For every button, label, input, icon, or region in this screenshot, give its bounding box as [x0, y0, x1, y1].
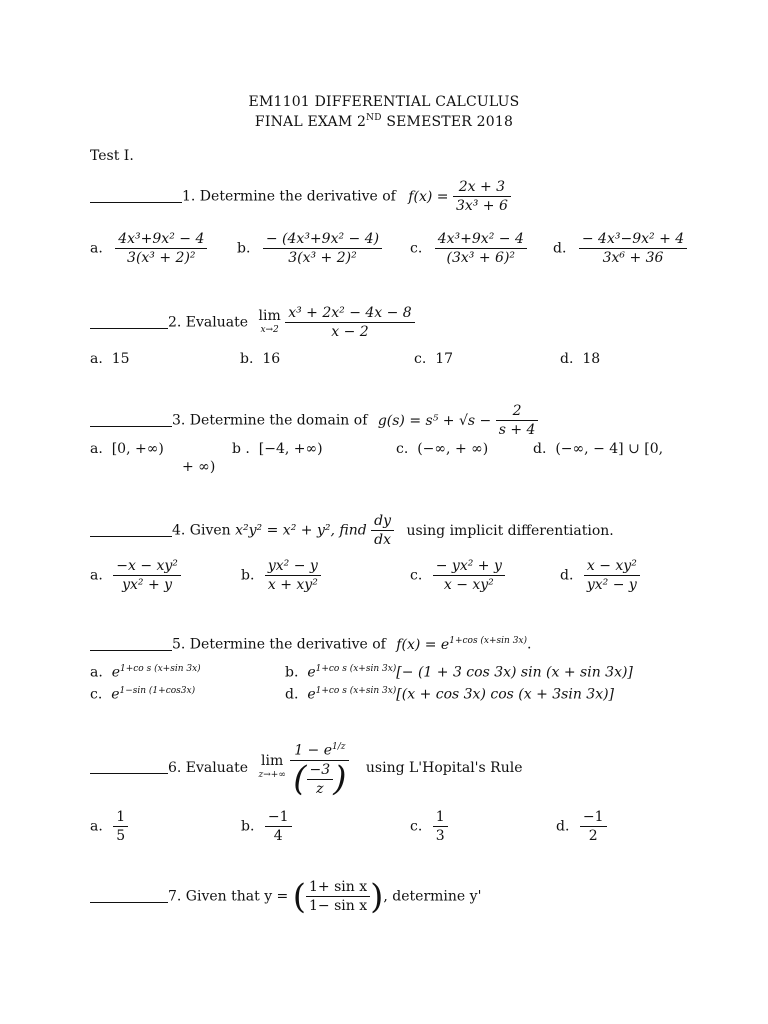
option-label: a. — [90, 240, 103, 257]
option-base: e — [111, 664, 120, 681]
q4-option-a[interactable] — [90, 557, 181, 594]
answer-blank-5[interactable] — [90, 638, 172, 651]
q7-fraction — [306, 878, 370, 915]
fraction-den: yx² − y — [586, 577, 637, 593]
q3-option-b[interactable] — [232, 441, 323, 457]
q4-option-a-fraction — [113, 557, 181, 594]
fraction-num: 1 — [113, 808, 128, 827]
q4-equation: x²y² = x² + y², find — [235, 522, 367, 539]
q5-func-lhs: f(x) = e — [396, 636, 450, 653]
q1-option-b-fraction — [263, 230, 382, 267]
fraction-den: 2 — [588, 828, 598, 844]
q2-option-a[interactable] — [90, 351, 130, 367]
fraction-num: 2 — [496, 402, 539, 421]
fraction-den: z — [316, 780, 324, 797]
q4-option-d[interactable] — [560, 557, 640, 594]
q1-func-lhs: f(x) = — [408, 188, 449, 205]
option-exponent: 1+co s (x+sin 3x) — [120, 664, 201, 674]
option-value: (−∞, − 4] ∪ [0, — [555, 441, 664, 457]
option-label: a. — [90, 441, 103, 457]
q6-option-a-fraction — [113, 808, 128, 845]
q6-inner-fraction — [307, 761, 334, 798]
option-label: b . — [232, 441, 250, 457]
q4-option-d-fraction — [584, 557, 640, 594]
q1-option-b[interactable] — [237, 230, 382, 267]
fraction-num: 1+ sin x — [306, 878, 370, 897]
q1-option-d-fraction — [579, 230, 687, 267]
fraction-den: yx² + y — [122, 577, 173, 593]
question-5 — [90, 636, 531, 653]
question-2 — [90, 304, 415, 341]
option-label: b. — [241, 567, 255, 584]
q6-option-b[interactable] — [241, 808, 292, 845]
answer-blank-3[interactable] — [90, 414, 172, 427]
q2-prompt: 2. Evaluate — [168, 314, 249, 331]
test-label: Test I. — [90, 148, 134, 164]
q6-fraction — [290, 738, 349, 798]
course-title: EM1101 DIFFERENTIAL CALCULUS — [248, 94, 520, 110]
fraction-num: − (4x³+9x² − 4) — [263, 230, 382, 249]
fraction-den: 5 — [116, 828, 126, 844]
q3-func: g(s) = s⁵ + √s − — [377, 412, 492, 429]
q2-option-c[interactable] — [414, 351, 453, 367]
option-rest: [− (1 + 3 cos 3x) sin (x + sin 3x)] — [396, 664, 633, 681]
q4-prompt-pre: 4. Given — [172, 522, 231, 539]
option-value: (−∞, + ∞) — [417, 441, 489, 457]
q3-fraction — [496, 402, 539, 439]
lim-text: lim — [258, 307, 281, 324]
fraction-den: x − 2 — [331, 324, 369, 340]
q6-fraction-den — [290, 761, 349, 798]
lim-subscript: z→+∞ — [258, 769, 286, 780]
option-value: 18 — [582, 351, 601, 367]
option-label: c. — [90, 686, 103, 703]
question-4 — [90, 512, 614, 549]
q2-limit — [258, 307, 281, 336]
q1-option-a[interactable] — [90, 230, 207, 267]
q6-num-pre: 1 − e — [294, 742, 333, 759]
q1-option-c-fraction — [435, 230, 527, 267]
q3-option-d[interactable] — [533, 441, 663, 457]
option-value: 17 — [435, 351, 454, 367]
fraction-den: 1− sin x — [309, 898, 368, 914]
q4-option-b-fraction — [265, 557, 321, 594]
lim-text: lim — [261, 752, 284, 769]
option-base: e — [111, 686, 120, 703]
q6-num-exponent: 1/z — [332, 742, 346, 752]
q5-option-d[interactable] — [285, 686, 614, 703]
option-value: 16 — [262, 351, 281, 367]
option-label: b. — [285, 664, 299, 681]
left-paren: ( — [293, 759, 307, 800]
option-label: d. — [553, 240, 567, 257]
exam-title-suffix: SEMESTER 2018 — [381, 114, 514, 130]
fraction-den: 3 — [435, 828, 445, 844]
q1-option-c[interactable] — [410, 230, 527, 267]
lim-subscript: x→2 — [260, 324, 279, 335]
question-1 — [90, 178, 511, 215]
q5-option-a[interactable] — [90, 664, 201, 681]
option-label: d. — [560, 567, 574, 584]
option-label: c. — [410, 567, 423, 584]
q6-fraction-num — [290, 738, 349, 761]
fraction-den: 4 — [273, 828, 283, 844]
fraction-num: yx² − y — [265, 557, 321, 576]
q7-prompt-post: , determine y' — [383, 888, 482, 905]
question-7 — [90, 878, 481, 915]
q4-option-c[interactable] — [410, 557, 505, 594]
fraction-num: −1 — [265, 808, 292, 827]
q2-fraction — [285, 304, 415, 341]
q6-option-c-fraction — [433, 808, 448, 845]
option-rest: [(x + cos 3x) cos (x + 3sin 3x)] — [396, 686, 615, 703]
option-value: 15 — [111, 351, 130, 367]
q4-option-b[interactable] — [241, 557, 321, 594]
fraction-den: dx — [374, 532, 391, 548]
option-exponent: 1+co s (x+sin 3x) — [315, 686, 397, 696]
q3-option-a[interactable] — [90, 441, 164, 457]
fraction-den: 3(x³ + 2)² — [288, 250, 357, 266]
q6-prompt-post: using L'Hopital's Rule — [365, 759, 523, 776]
q6-option-b-fraction — [265, 808, 292, 845]
left-paren: ( — [292, 876, 307, 917]
q7-prompt: 7. Given that y = — [168, 888, 289, 905]
fraction-num: −x − xy² — [113, 557, 181, 576]
option-value: [0, +∞) — [111, 441, 164, 457]
q3-prompt: 3. Determine the domain of — [172, 412, 368, 429]
q6-limit — [258, 752, 286, 781]
option-base: e — [307, 686, 316, 703]
fraction-num: − yx² + y — [433, 557, 505, 576]
fraction-den: x − xy² — [443, 577, 494, 593]
option-label: c. — [410, 240, 423, 257]
q6-option-c[interactable] — [410, 808, 448, 845]
fraction-num: dy — [371, 512, 394, 531]
fraction-den: s + 4 — [498, 422, 536, 438]
q3-option-d-continued: + ∞) — [182, 459, 216, 475]
fraction-num: 1 — [433, 808, 448, 827]
option-label: d. — [560, 351, 574, 367]
option-label: c. — [396, 441, 409, 457]
option-label: a. — [90, 351, 103, 367]
fraction-num: 4x³+9x² − 4 — [115, 230, 207, 249]
option-exponent: 1−sin (1+cos3x) — [119, 686, 196, 696]
answer-blank-6[interactable] — [90, 761, 168, 774]
q6-prompt: 6. Evaluate — [168, 759, 249, 776]
fraction-den: x + xy² — [267, 577, 318, 593]
exam-title-prefix: FINAL EXAM 2 — [254, 114, 367, 130]
option-label: d. — [556, 818, 570, 835]
option-label: d. — [533, 441, 547, 457]
exam-title — [0, 113, 768, 130]
option-base: e — [307, 664, 316, 681]
q1-func-num: 2x + 3 — [453, 178, 511, 197]
q6-option-d[interactable] — [556, 808, 607, 845]
q1-func-den: 3x³ + 6 — [455, 198, 508, 214]
q5-option-c[interactable] — [90, 686, 195, 703]
answer-blank-4[interactable] — [90, 524, 172, 537]
option-label: a. — [90, 567, 103, 584]
q1-option-a-fraction — [115, 230, 207, 267]
q2-option-d[interactable] — [560, 351, 600, 367]
right-paren: ) — [333, 759, 347, 800]
option-label: a. — [90, 818, 103, 835]
q5-prompt: 5. Determine the derivative of — [172, 636, 386, 653]
option-label: d. — [285, 686, 299, 703]
option-label: a. — [90, 664, 103, 681]
option-label: c. — [410, 818, 423, 835]
q4-dydx — [371, 512, 394, 549]
answer-blank-1[interactable] — [90, 190, 182, 203]
fraction-num: x − xy² — [584, 557, 640, 576]
option-exponent: 1+co s (x+sin 3x) — [315, 664, 397, 674]
fraction-den: 3(x³ + 2)² — [127, 250, 196, 266]
option-label: b. — [240, 351, 254, 367]
right-paren: ) — [370, 876, 384, 917]
fraction-num: −3 — [307, 761, 334, 780]
fraction-num: x³ + 2x² − 4x − 8 — [285, 304, 415, 323]
q1-prompt: 1. Determine the derivative of — [182, 188, 396, 205]
q1-func-fraction — [453, 178, 511, 215]
q4-option-c-fraction — [433, 557, 505, 594]
q1-option-d[interactable] — [553, 230, 687, 267]
q2-option-b[interactable] — [240, 351, 280, 367]
q6-option-d-fraction — [580, 808, 607, 845]
option-label: b. — [241, 818, 255, 835]
option-value: [−4, +∞) — [258, 441, 323, 457]
option-label: c. — [414, 351, 427, 367]
q4-prompt-post: using implicit differentiation. — [406, 522, 614, 539]
question-6 — [90, 738, 523, 798]
answer-blank-7[interactable] — [90, 890, 168, 903]
q5-func-exponent: 1+cos (x+sin 3x) — [449, 636, 528, 646]
answer-blank-2[interactable] — [90, 316, 168, 329]
q5-option-b[interactable] — [285, 664, 633, 681]
q3-option-c[interactable] — [396, 441, 488, 457]
fraction-num: − 4x³−9x² + 4 — [579, 230, 687, 249]
fraction-num: −1 — [580, 808, 607, 827]
q6-option-a[interactable] — [90, 808, 128, 845]
fraction-num: 4x³+9x² − 4 — [435, 230, 527, 249]
fraction-den: 3x⁶ + 36 — [602, 250, 664, 266]
fraction-den: (3x³ + 6)² — [446, 250, 516, 266]
option-label: b. — [237, 240, 251, 257]
question-3 — [90, 402, 538, 439]
q5-func-end: . — [527, 636, 532, 653]
exam-title-sup: ND — [366, 113, 382, 123]
